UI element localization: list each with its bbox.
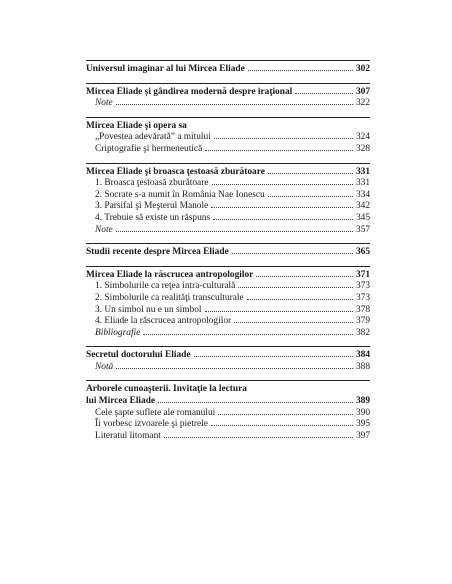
toc-entry-title: Universul imaginar al lui Mircea Eliade [86, 64, 245, 74]
toc-entry-title: Notă [95, 361, 114, 372]
toc-entry-title: Note [95, 98, 113, 109]
toc-page-number: 324 [355, 132, 370, 143]
toc-entry [86, 121, 370, 133]
toc-entry [86, 98, 370, 110]
toc-leader-dots [268, 195, 353, 197]
toc-page-number: 331 [355, 166, 370, 177]
toc-page-number: 388 [355, 361, 370, 372]
toc-entry [86, 87, 370, 99]
toc-leader-dots [234, 321, 353, 323]
toc-leader-dots [211, 424, 353, 426]
toc-leader-dots [116, 103, 353, 105]
toc-entry [86, 64, 370, 76]
toc-entry-title: 1. Broasca ţestoasă zburătoare [95, 178, 209, 189]
toc-entry-title: 2. Socrate s-a numit în România Nae Ionescu [95, 189, 265, 200]
toc-page-number: 378 [355, 304, 370, 315]
toc-leader-dots [213, 218, 353, 220]
toc-entry [86, 384, 370, 396]
toc-entry-title: Note [95, 224, 113, 235]
toc-page-number: 357 [355, 224, 370, 235]
toc-entry-title: Mircea Eliade şi broasca ţestoasă zburătoare [86, 166, 265, 177]
toc-page-number: 373 [355, 281, 370, 292]
toc-entry [86, 431, 370, 443]
toc-page-number: 373 [355, 292, 370, 303]
toc-section [86, 163, 370, 244]
toc-section [86, 346, 370, 380]
toc-entry-title: 4. Trebuie să existe un răspuns [95, 212, 211, 223]
toc-leader-dots [218, 413, 353, 415]
toc-leader-dots [211, 206, 353, 208]
toc-page-number: 379 [355, 316, 370, 327]
toc-page-number: 334 [355, 189, 370, 200]
toc-entry [86, 270, 370, 282]
toc-leader-dots [248, 69, 353, 71]
toc-entry [86, 316, 370, 328]
toc-page-number: 328 [355, 143, 370, 154]
toc-entry-title: Studii recente despre Mircea Eliade [86, 247, 229, 258]
toc-entry-title: 3. Parsifal şi Meşterul Manole [95, 201, 209, 212]
toc-entry-title: lui Mircea Eliade [86, 396, 156, 407]
toc-entry-title: Criptografie şi hermeneutică [95, 143, 203, 154]
toc-section [86, 83, 370, 117]
toc-page-number: 390 [355, 407, 370, 418]
toc-page-number: 331 [355, 178, 370, 189]
toc-page-number: 365 [355, 247, 370, 258]
toc-entry [86, 190, 370, 202]
toc-entry [86, 419, 370, 431]
toc-entry [86, 396, 370, 408]
toc-leader-dots [164, 436, 353, 438]
toc-section [86, 60, 370, 83]
toc-entry [86, 213, 370, 225]
toc-leader-dots [232, 252, 353, 254]
toc-section [86, 380, 370, 449]
toc-leader-dots [295, 92, 353, 94]
toc-leader-dots [116, 367, 353, 369]
toc-page-number: 382 [355, 327, 370, 338]
toc-entry-title: Mircea Eliade și gândirea modernă despre iraţional [86, 86, 293, 97]
toc-entry-title: Arborele cunoaşterii. Invitaţie la lectura [86, 384, 247, 395]
toc-entry [86, 328, 370, 340]
toc-leader-dots [116, 230, 353, 232]
toc-entry [86, 281, 370, 293]
toc-leader-dots [247, 298, 353, 300]
toc-page-number: 345 [355, 212, 370, 223]
toc-entry-title: Mircea Eliade şi opera sa [86, 120, 187, 131]
toc-page-number: 342 [355, 201, 370, 212]
toc-leader-dots [190, 127, 367, 128]
toc-entry [86, 178, 370, 190]
toc-entry-title: Secretul doctorului Eliade [86, 350, 191, 361]
toc-leader-dots [238, 286, 353, 288]
toc-page-number: 389 [355, 396, 370, 407]
toc-entry [86, 201, 370, 213]
toc-section [86, 117, 370, 163]
toc-entry [86, 305, 370, 317]
toc-entry-title: Îi vorbesc izvoarele şi pietrele [95, 419, 208, 430]
toc-entry [86, 247, 370, 259]
toc-section [86, 243, 370, 266]
toc-page-number: 395 [355, 419, 370, 430]
toc-entry [86, 408, 370, 420]
toc-page-number: 302 [355, 64, 370, 74]
toc-leader-dots [205, 149, 353, 151]
toc-entry-title: 3. Un simbol nu e un simbol [95, 304, 202, 315]
toc-leader-dots [256, 275, 353, 277]
toc-entry-title: 2. Simbolurile ca realităţi transculturale [95, 292, 244, 303]
toc-leader-dots [250, 390, 367, 391]
toc-entry [86, 132, 370, 144]
toc-leader-dots [194, 355, 353, 357]
toc-leader-dots [268, 172, 353, 174]
toc-entry [86, 144, 370, 156]
toc-page-number: 322 [355, 98, 370, 109]
toc-entry-title: Bibliografie [95, 327, 141, 338]
toc-entry [86, 225, 370, 237]
toc-entry [86, 293, 370, 305]
toc-page-number: 371 [355, 269, 370, 280]
toc-leader-dots [158, 401, 353, 403]
toc-leader-dots [212, 183, 353, 185]
toc-leader-dots [214, 137, 353, 139]
toc-entry [86, 167, 370, 179]
toc-section [86, 266, 370, 347]
toc-entry-title: „Povestea adevărată” a mitului [95, 132, 211, 143]
toc-entry-title: 1. Simbolurile ca reţea intra-culturală [95, 281, 236, 292]
toc-entry-title: Mircea Eliade la răscrucea antropologilor [86, 269, 254, 280]
toc-entry [86, 350, 370, 362]
table-of-contents [86, 60, 370, 449]
toc-leader-dots [205, 310, 353, 312]
toc-page-number: 397 [355, 430, 370, 441]
toc-entry-title: 4. Eliade la răscrucea antropologilor [95, 316, 232, 327]
toc-entry-title: Literatul litomant [95, 430, 161, 441]
toc-page-number: 384 [355, 350, 370, 361]
toc-page-number: 307 [355, 86, 370, 97]
toc-entry [86, 362, 370, 374]
toc-entry-title: Cele şapte suflete ale romanului [95, 407, 216, 418]
toc-leader-dots [143, 333, 353, 335]
